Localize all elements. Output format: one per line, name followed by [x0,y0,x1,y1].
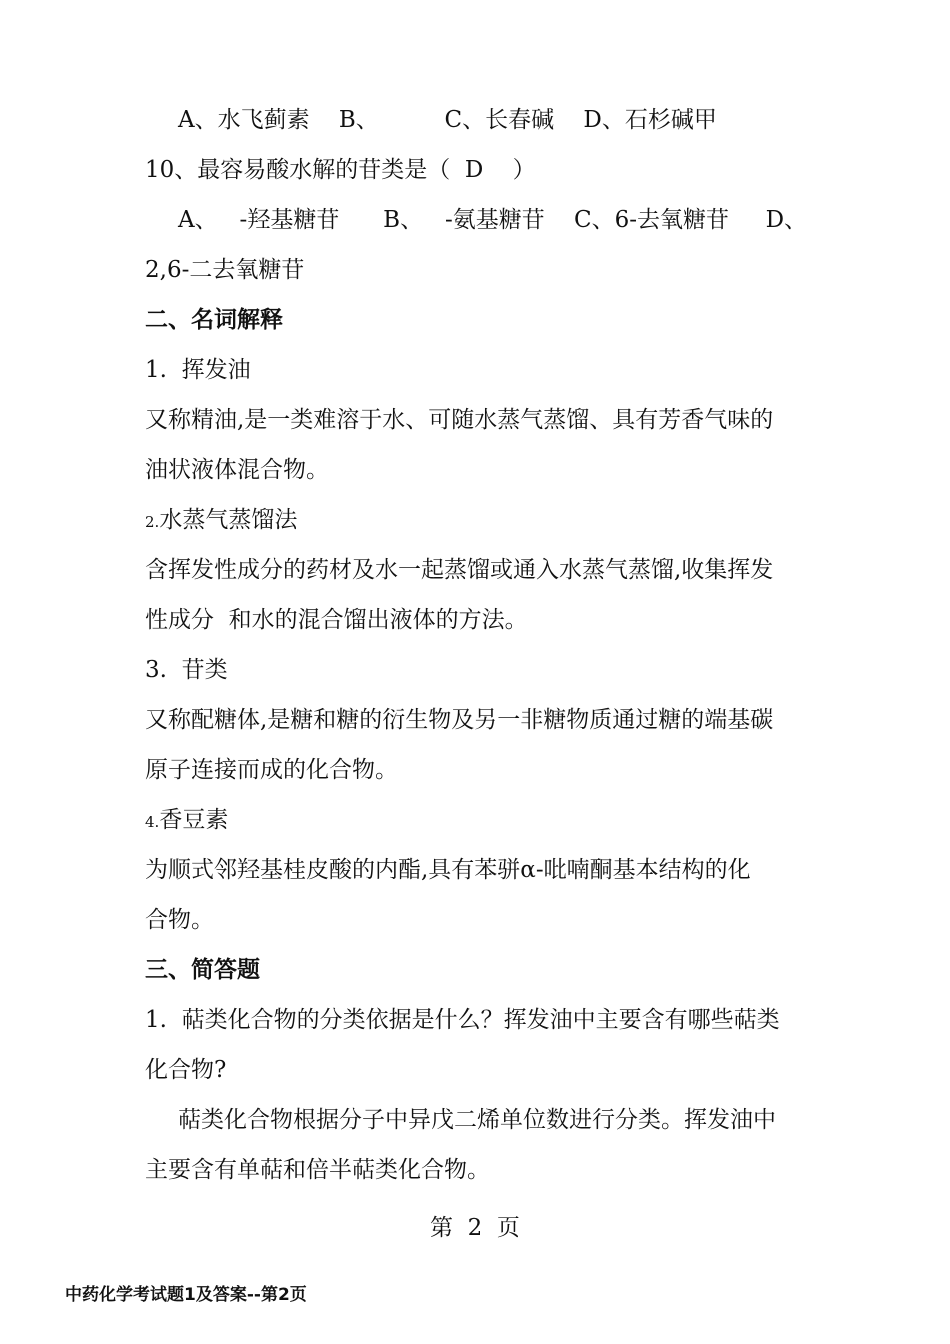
short-question-1-line-2: 化合物? [145,1057,227,1083]
term-2-title [145,505,297,535]
short-answer-1-line-1: 萜类化合物根据分子中异戊二烯单位数进行分类。挥发油中 [178,1107,776,1133]
document-footer: 中药化学考试题1及答案--第2页 [65,1285,307,1305]
question-10: 10、最容易酸水解的苷类是（ D ） [145,157,536,183]
question-10-option-d: 2,6-二去氧糖苷 [145,257,305,283]
term-3-definition-line-1: 又称配糖体,是糖和糖的衍生物及另一非糖物质通过糖的端基碳 [145,707,774,733]
term-2-definition-line-2: 性成分 和水的混合馏出液体的方法。 [145,607,528,633]
term-3-definition-line-2: 原子连接而成的化合物。 [145,757,398,783]
term-1-definition-line-1: 又称精油,是一类难溶于水、可随水蒸气蒸馏、具有芳香气味的 [145,407,774,433]
term-2-definition-line-1: 含挥发性成分的药材及水一起蒸馏或通入水蒸气蒸馏,收集挥发 [145,557,774,583]
term-4-number: 4. [145,813,160,831]
term-2-number: 2. [145,513,160,531]
term-3-title: 3. 苷类 [145,657,228,683]
section-heading-definitions: 二、名词解释 [145,306,283,333]
section-heading-short-answer: 三、简答题 [145,956,260,983]
term-4-name: 香豆素 [159,807,229,833]
short-question-1-line-1: 1. 萜类化合物的分类依据是什么？挥发油中主要含有哪些萜类 [145,1007,780,1033]
question-10-options: A、 -羟基糖苷 B、 -氨基糖苷 C、6-去氧糖苷 D、 [178,207,808,233]
term-2-name: 水蒸气蒸馏法 [159,507,298,533]
term-1-title: 1. 挥发油 [145,357,251,383]
question-9-options: A、水飞蓟素 B、 C、长春碱 D、石杉碱甲 [178,107,717,133]
term-4-definition-line-2: 合物。 [145,907,214,933]
term-1-definition-line-2: 油状液体混合物。 [145,457,329,483]
short-answer-1-line-2: 主要含有单萜和倍半萜类化合物。 [145,1157,490,1183]
term-4-title [145,805,228,835]
term-4-definition-line-1: 为顺式邻羟基桂皮酸的内酯,具有苯骈α-吡喃酮基本结构的化 [145,857,751,883]
page-number: 第 2 页 [430,1215,520,1241]
